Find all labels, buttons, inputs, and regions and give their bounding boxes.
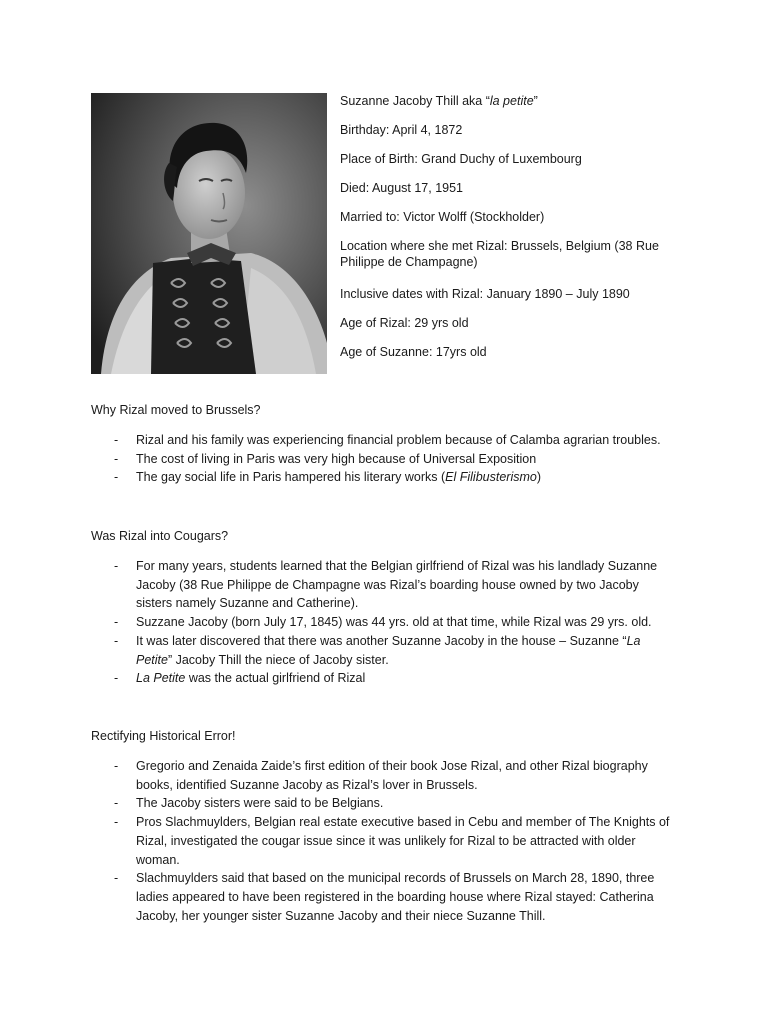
bullet-list-cougars bbox=[91, 557, 671, 688]
bullet-list-rectifying bbox=[91, 757, 671, 925]
profile-dates-with-rizal: Inclusive dates with Rizal: January 1890 – July 1890 bbox=[340, 287, 630, 301]
book-title: El Filibusterismo bbox=[445, 470, 537, 485]
list-item bbox=[91, 669, 671, 688]
profile-married-to: Married to: Victor Wolff (Stockholder) bbox=[340, 210, 545, 224]
profile-location-line1: Location where she met Rizal: Brussels, Belgium (38 Rue bbox=[340, 239, 659, 253]
profile-facts bbox=[340, 93, 740, 373]
profile-name-suffix: ” bbox=[533, 94, 538, 108]
section-title-why-brussels: Why Rizal moved to Brussels? bbox=[91, 403, 261, 417]
section-title-rectifying: Rectifying Historical Error! bbox=[91, 729, 236, 743]
portrait-image bbox=[91, 93, 327, 374]
list-item bbox=[91, 468, 671, 487]
list-item: - Suzzane Jacoby (born July 17, 1845) was 44 yrs. old at that time, while Rizal was 29 yrs. old. bbox=[91, 613, 671, 632]
profile-name bbox=[340, 93, 740, 122]
profile-died: Died: August 17, 1951 bbox=[340, 181, 464, 195]
nickname: La Petite bbox=[136, 671, 186, 686]
profile-location-line2: Philippe de Champagne) bbox=[340, 255, 478, 269]
profile-location bbox=[340, 238, 740, 286]
nickname: La Petite bbox=[136, 633, 641, 667]
section-title-cougars: Was Rizal into Cougars? bbox=[91, 529, 229, 543]
list-item: - Gregorio and Zenaida Zaide’s first edition of their book Jose Rizal, and other Rizal biography books, identified Suzanne Jacoby as Rizal’s lover in Brussels. bbox=[91, 757, 671, 794]
profile-place-of-birth: Place of Birth: Grand Duchy of Luxembourg bbox=[340, 152, 582, 166]
profile-name-italic: la petite bbox=[489, 94, 534, 108]
list-item: - Rizal and his family was experiencing financial problem because of Calamba agrarian troubles. bbox=[91, 431, 671, 450]
list-item: - For many years, students learned that the Belgian girlfriend of Rizal was his landlady Suzanne Jacoby (38 Rue Philippe de Champagne was Rizal’s boarding house owned by two Jacoby sisters namely Suzanne and Catherine). bbox=[91, 557, 671, 613]
list-item bbox=[91, 632, 671, 669]
profile-birthday: Birthday: April 4, 1872 bbox=[340, 123, 463, 137]
profile-age-of-rizal: Age of Rizal: 29 yrs old bbox=[340, 316, 469, 330]
list-item-text: It was later discovered that there was another Suzanne Jacoby in the house – Suzanne “ bbox=[136, 633, 627, 648]
list-item: - Slachmuylders said that based on the municipal records of Brussels on March 28, 1890, three ladies appeared to have been registered in the boarding house where Rizal stayed: Catherina Jacoby, her younger sister Suzanne Jacoby and their niece Suzanne Thill. bbox=[91, 869, 671, 925]
profile-age-of-suzanne: Age of Suzanne: 17yrs old bbox=[340, 345, 487, 359]
list-item: - Pros Slachmuylders, Belgian real estate executive based in Cebu and member of The Knights of Rizal, investigated the cougar issue since it was unlikely for Rizal to be attracted with older woman. bbox=[91, 813, 671, 869]
list-item-text: ) bbox=[536, 470, 542, 485]
list-item: - The cost of living in Paris was very high because of Universal Exposition bbox=[91, 450, 671, 469]
list-item-text: ” Jacoby Thill the niece of Jacoby sister. bbox=[167, 652, 389, 667]
profile-name-text: Suzanne Jacoby Thill aka “ bbox=[340, 94, 490, 108]
list-item-text: The gay social life in Paris hampered his literary works ( bbox=[136, 470, 446, 485]
list-item: - The Jacoby sisters were said to be Belgians. bbox=[91, 794, 671, 813]
bullet-list-why-brussels bbox=[91, 431, 671, 487]
list-item-text: was the actual girlfriend of Rizal bbox=[185, 671, 366, 686]
